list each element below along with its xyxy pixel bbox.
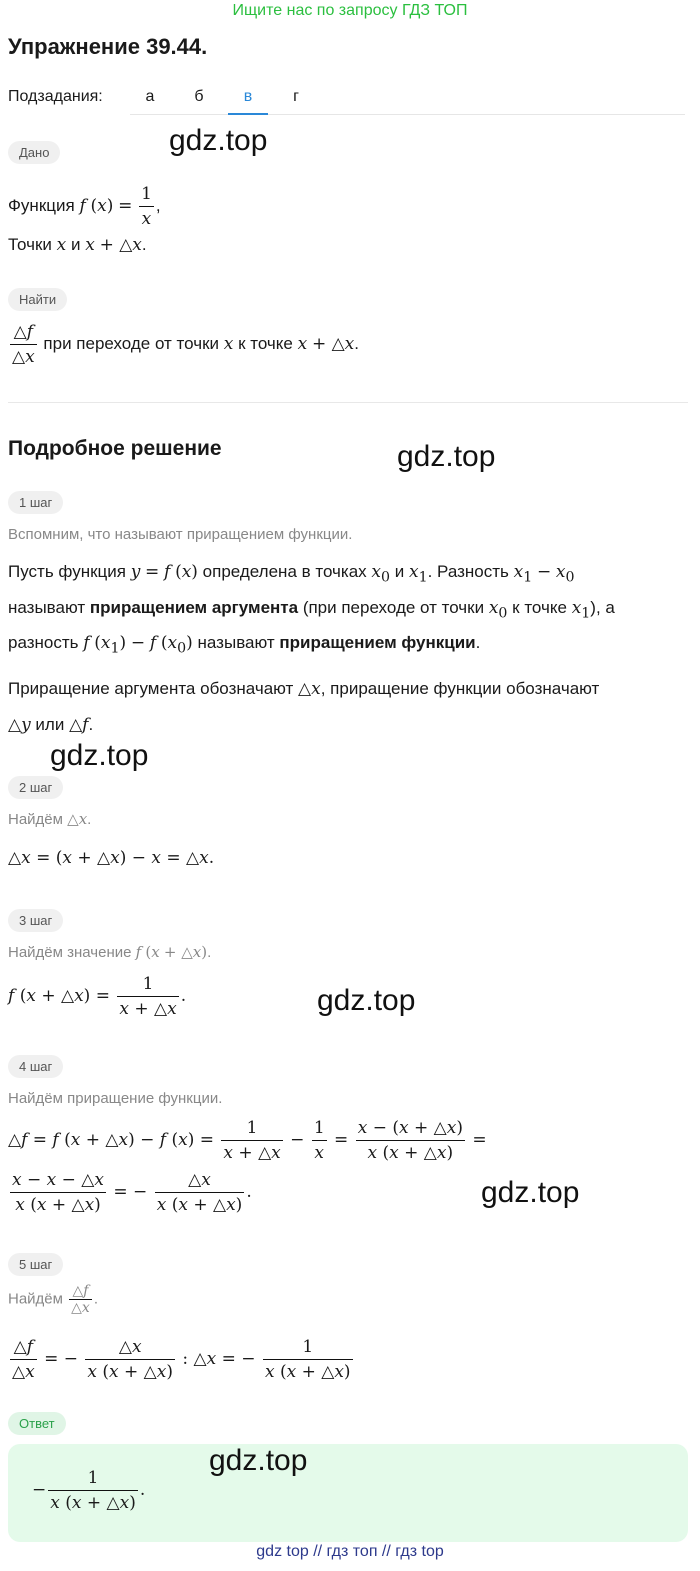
watermark: gdz.top <box>169 124 268 157</box>
tabs-divider <box>130 114 685 115</box>
solution-title: Подробное решение <box>8 437 222 460</box>
step-1-badge: 1 шаг <box>8 491 63 514</box>
step-3-hint: Найдём значение f (x + △x). <box>8 943 212 961</box>
step-3-badge: 3 шаг <box>8 909 63 932</box>
watermark: gdz.top <box>317 984 416 1017</box>
tab-a[interactable]: а <box>145 88 155 105</box>
step-2-formula: △x = (x + △x) − x = △x. <box>8 848 215 868</box>
step-5-formula: $\frac{\triangle f}{\triangle x}$ = − $\frac{\triangle x}{x (x + \triangle x)}$ : △x = − $\frac{1}{x (x + \triangle x)}$ <box>12 1337 351 1382</box>
step-2-hint: Найдём △x. <box>8 810 92 828</box>
step-4-hint: Найдём приращение функции. <box>8 1090 223 1107</box>
step-1-line-4: Приращение аргумента обозначают △x, приращение функции обозначают <box>8 679 600 699</box>
tab-v-active[interactable]: в <box>243 88 253 105</box>
step-4-formula-line-2: $\frac{x - x - \triangle x}{x (x + \triangle x)}$ = − $\frac{\triangle x}{x (x + \triangle x)}$ . <box>12 1170 252 1215</box>
step-3-formula: f (x + △x) = $\frac{1}{x + \triangle x}$ . <box>8 974 187 1019</box>
active-tab-indicator <box>228 113 268 115</box>
given-function: Функция f (x) = $\frac{1}{x}$ , <box>8 184 161 229</box>
page-title: Упражнение 39.44. <box>8 34 208 59</box>
find-statement: $\frac{\triangle f}{\triangle x}$ при переходе от точки x к точке x + △x. <box>12 322 359 367</box>
tab-b[interactable]: б <box>194 88 204 105</box>
step-1-hint: Вспомним, что называют приращением функции. <box>8 526 353 543</box>
step-4-formula-line-1: △f = f (x + △x) − f (x) = $\frac{1}{x + \triangle x}$ − $\frac{1}{x}$ = $\frac{x - (x + \triangle x)}{x (x + \triangle x)}$ = <box>8 1118 487 1163</box>
step-2-badge: 2 шаг <box>8 776 63 799</box>
step-1-line-5: △y или △f. <box>8 715 94 735</box>
step-1-line-1: Пусть функция y = f (x) определена в точках $x_0$ и $x_1$. Разность $x_1 - x_0$ <box>8 562 575 586</box>
section-divider <box>8 402 688 403</box>
search-banner: Ищите нас по запросу ГДЗ ТОП <box>232 2 468 19</box>
step-4-badge: 4 шаг <box>8 1055 63 1078</box>
step-5-badge: 5 шаг <box>8 1253 63 1276</box>
watermark: gdz.top <box>481 1176 580 1209</box>
given-points: Точки x и x + △x. <box>8 235 147 255</box>
step-1-line-2: называют приращением аргумента (при переходе от точки $x_0$ к точке $x_1$), а <box>8 598 615 622</box>
footer-links: gdz top // гдз топ // гдз top <box>256 1543 444 1560</box>
step-5-hint: Найдём $\frac{\triangle f}{\triangle x}$ . <box>8 1283 98 1316</box>
find-badge: Найти <box>8 288 67 311</box>
watermark: gdz.top <box>397 440 496 473</box>
answer-badge: Ответ <box>8 1412 66 1435</box>
subtasks-label: Подзадания: <box>8 88 103 105</box>
step-1-line-3: разность f $(x_1) - f$ $(x_0)$ называют приращением функции. <box>8 633 481 657</box>
answer-formula: − $\frac{1}{x (x + \triangle x)}$ . <box>32 1468 146 1513</box>
tab-g[interactable]: г <box>293 88 299 105</box>
watermark: gdz.top <box>50 739 149 772</box>
given-badge: Дано <box>8 141 60 164</box>
watermark: gdz.top <box>209 1444 308 1477</box>
